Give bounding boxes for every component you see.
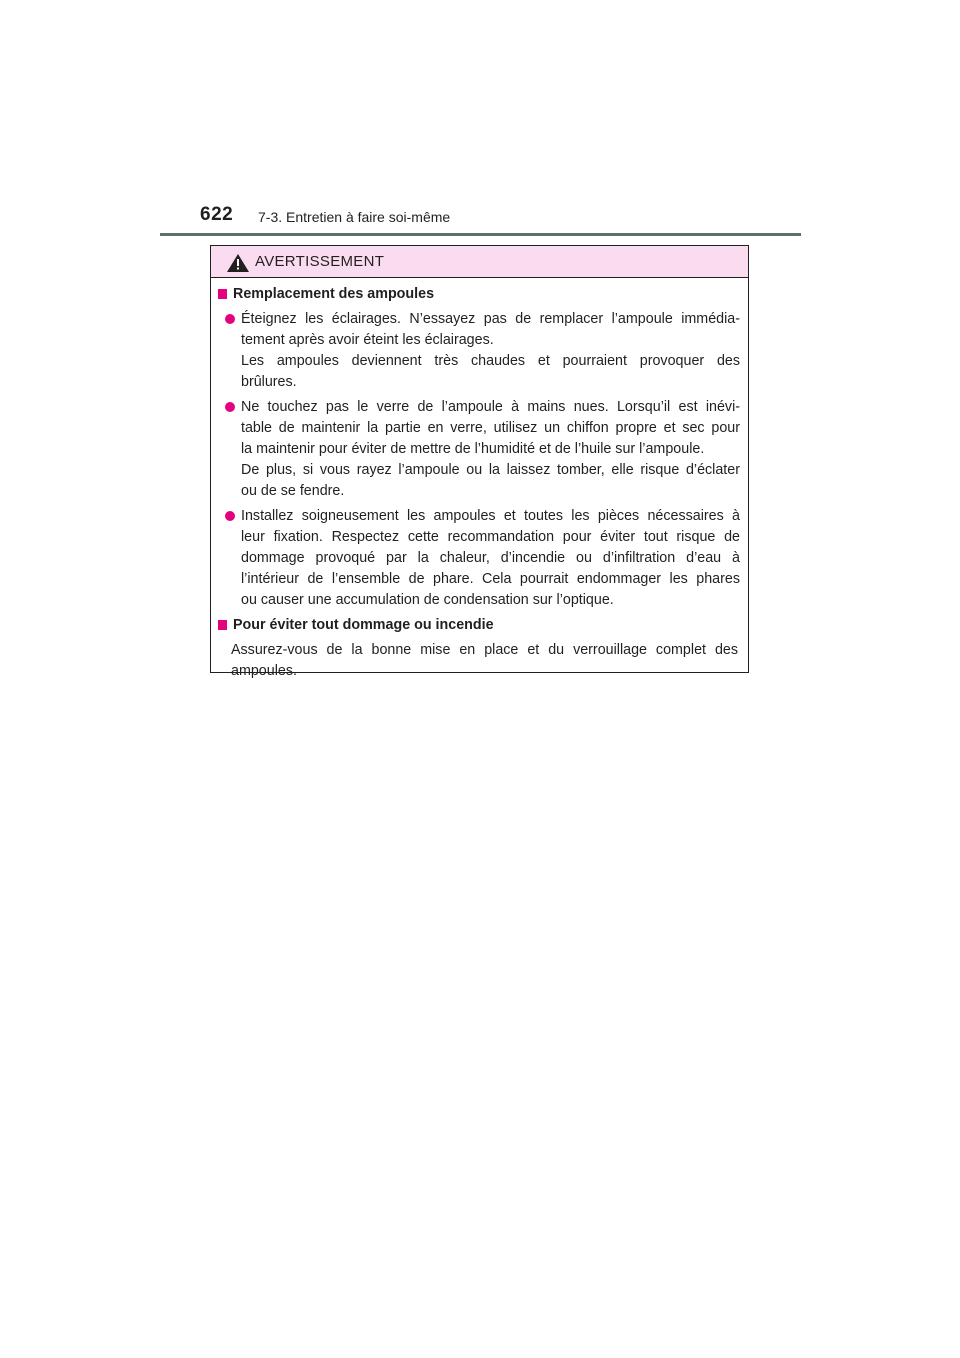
circle-bullet-icon <box>225 402 235 412</box>
paragraph: Assurez-vous de la bonne mise en place et du verrouillage complet des ampoules. <box>231 642 738 679</box>
circle-bullet-icon <box>225 314 235 324</box>
section-heading-fire: Pour éviter tout dommage ou incendie <box>215 615 748 636</box>
section-heading-bulbs: Remplacement des ampoules <box>215 284 748 305</box>
warning-body <box>211 284 748 682</box>
warning-title: AVERTISSEMENT <box>255 253 385 270</box>
section-title: 7-3. Entretien à faire soi-même <box>258 209 451 225</box>
circle-bullet-icon <box>225 511 235 521</box>
warning-box <box>210 245 749 679</box>
square-bullet-icon <box>218 620 227 630</box>
list-item: Installez soigneusement les ampoules et toutes les pièces nécessaires à leur fixation. Respectez cette recommandation pour éviter tout risque de dommage provoqué par la chaleur, d’incendie ou d’infiltration d’eau à l’intérieur de l’ensemble de phare. Cela pourrait endommager les phares ou causer une accumulation de condensation sur l’optique. <box>241 506 740 611</box>
warning-header <box>211 246 748 278</box>
page-number: 622 <box>200 204 234 225</box>
header-rule <box>160 233 801 236</box>
list-item: Éteignez les éclairages. N’essayez pas de remplacer l’ampoule immédia- tement après avoir éteint les éclairages. Les ampoules deviennent très chaudes et pourraient provoquer des brûlures. <box>241 309 740 393</box>
warning-triangle-icon <box>227 254 249 272</box>
square-bullet-icon <box>218 289 227 299</box>
list-item: Ne touchez pas le verre de l’ampoule à mains nues. Lorsqu’il est inévi- table de maintenir la partie en verre, utilisez un chiffon propre et sec pour la maintenir pour éviter de mettre de l’humidité et de l’huile sur l’ampoule. De plus, si vous rayez l’ampoule ou la laissez tomber, elle risque d’éclater ou de se fendre. <box>241 397 740 502</box>
